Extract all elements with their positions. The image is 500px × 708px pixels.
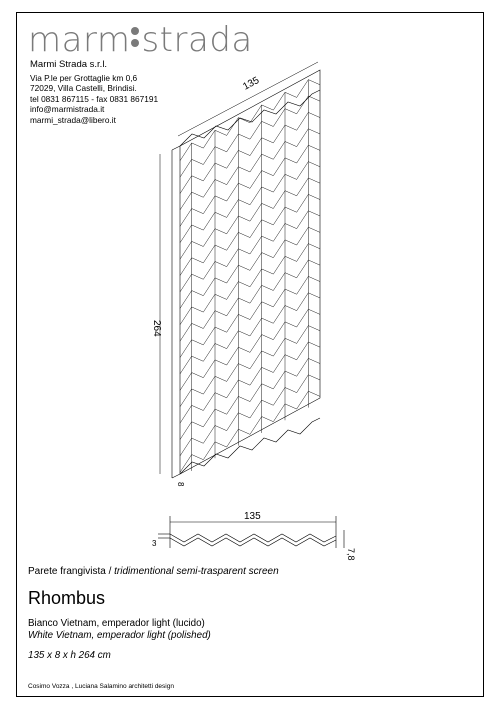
- height-dimension-label: 264: [151, 320, 162, 337]
- company-address-line2: 72029, Villa Castelli, Brindisi.: [30, 83, 137, 94]
- width-dimension-label: 135: [241, 75, 262, 93]
- rhombus-grid: [180, 80, 320, 473]
- caption-italian: Parete frangivista /: [28, 566, 115, 577]
- caption-english: tridimentional semi-trasparent screen: [114, 566, 279, 577]
- screen-section-drawing: [146, 508, 366, 566]
- logo-text-left: marm: [28, 20, 131, 60]
- depth-dimension-label: 8: [176, 482, 185, 487]
- material-italian: Bianco Vietnam, emperador light (lucido): [28, 618, 205, 629]
- material-english: White Vietnam, emperador light (polished): [28, 630, 211, 641]
- company-email-info: info@marmistrada.it: [30, 104, 105, 115]
- logo-dots-icon: [131, 25, 140, 51]
- product-title: Rhombus: [28, 588, 106, 608]
- brand-logo: [28, 20, 253, 60]
- design-credits: Cosimo Vozza , Luciana Salamino architetti design: [28, 683, 174, 690]
- company-info: [30, 60, 158, 126]
- company-name: Marmi Strada s.r.l.: [30, 59, 108, 70]
- company-email-secondary: marmi_strada@libero.it: [30, 114, 116, 125]
- company-phone: tel 0831 867115 - fax 0831 867191: [30, 93, 159, 104]
- logo-text-right: strada: [141, 20, 253, 60]
- product-caption: [28, 566, 279, 577]
- screen-elevation-drawing: [150, 58, 340, 488]
- section-thickness-label: 3: [152, 539, 157, 548]
- company-address-line1: Via P.le per Grottaglie km 0,6: [30, 72, 138, 83]
- material-info: [28, 618, 211, 642]
- product-dimensions: 135 x 8 x h 264 cm: [28, 650, 111, 661]
- section-width-label: 135: [244, 511, 261, 522]
- section-depth-label: 7,8: [346, 548, 356, 561]
- panel-outline: [180, 70, 320, 474]
